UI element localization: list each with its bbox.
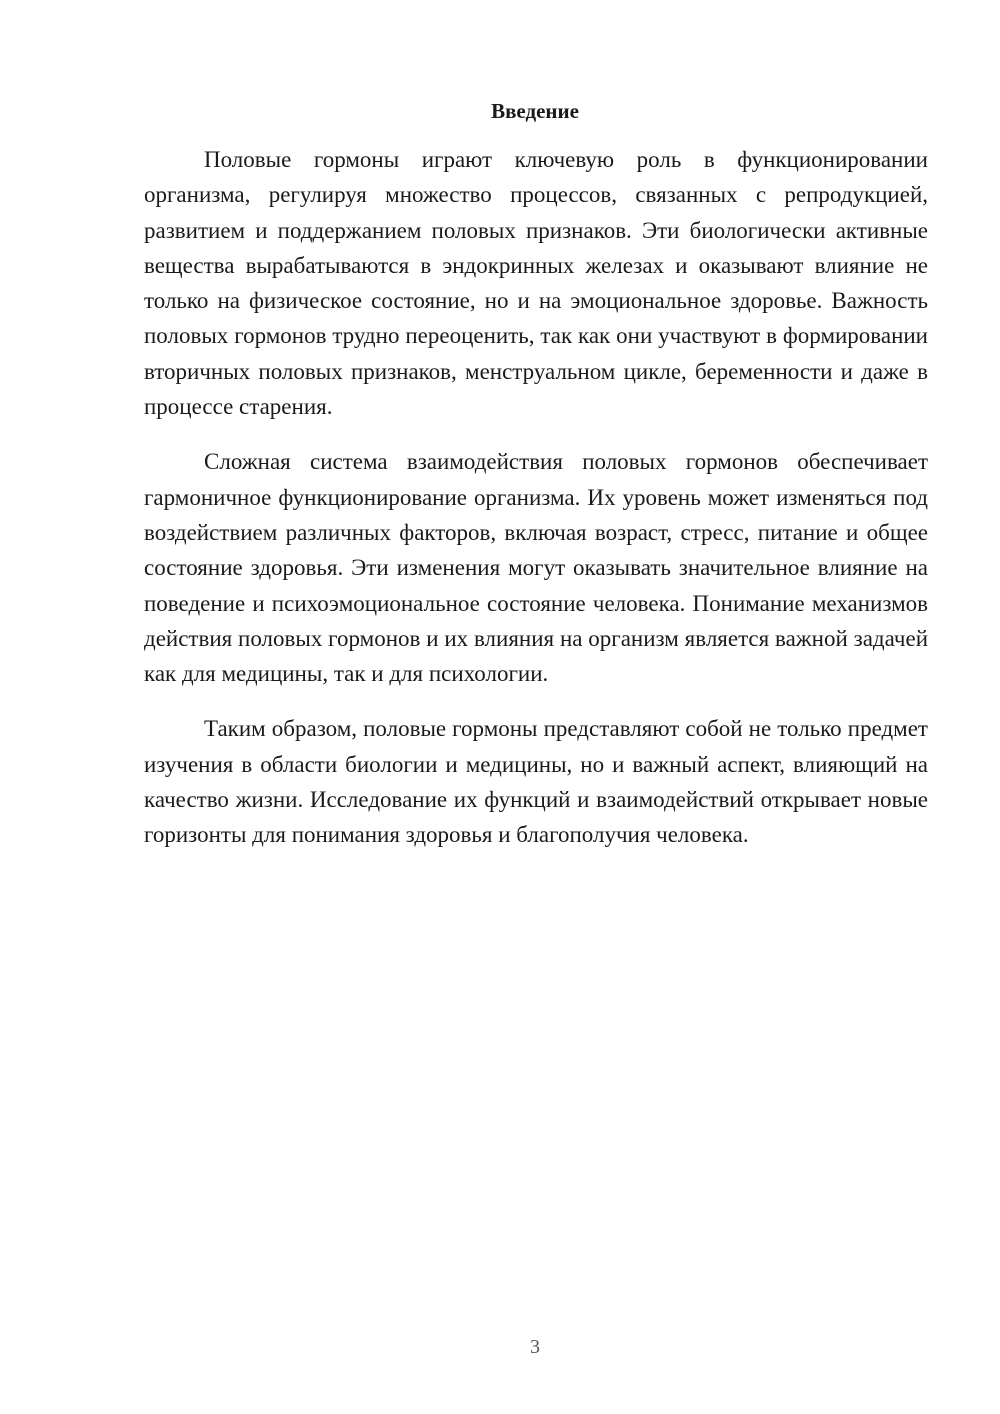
paragraph-2: Сложная система взаимодействия половых гормонов обеспечивает гармоничное функционирование организма. Их уровень может изменяться под воздействием различных факторов, включая возраст, стресс, питание и общее состояние здоровья. Эти изменения могут оказывать значительное влияние на поведение и психоэмоциональное состояние человека. Понимание механизмов действия половых гормонов и их влияния на организм является важной задачей как для медицины, так и для психологии. <box>144 449 928 687</box>
body-text <box>144 142 928 873</box>
section-heading: Введение <box>491 99 579 123</box>
paragraph-3: Таким образом, половые гормоны представляют собой не только предмет изучения в области биологии и медицины, но и важный аспект, влияющий на качество жизни. Исследование их функций и взаимодействий открывает новые горизонты для понимания здоровья и благополучия человека. <box>144 716 928 848</box>
page-number: 3 <box>530 1336 540 1358</box>
paragraph-1: Половые гормоны играют ключевую роль в функционировании организма, регулируя множество процессов, связанных с репродукцией, развитием и поддержанием половых признаков. Эти биологически активные вещества вырабатываются в эндокринных железах и оказывают влияние не только на физическое состояние, но и на эмоциональное здоровье. Важность половых гормонов трудно переоценить, так как они участвуют в формировании вторичных половых признаков, менструальном цикле, беременности и даже в процессе старения. <box>144 147 928 420</box>
